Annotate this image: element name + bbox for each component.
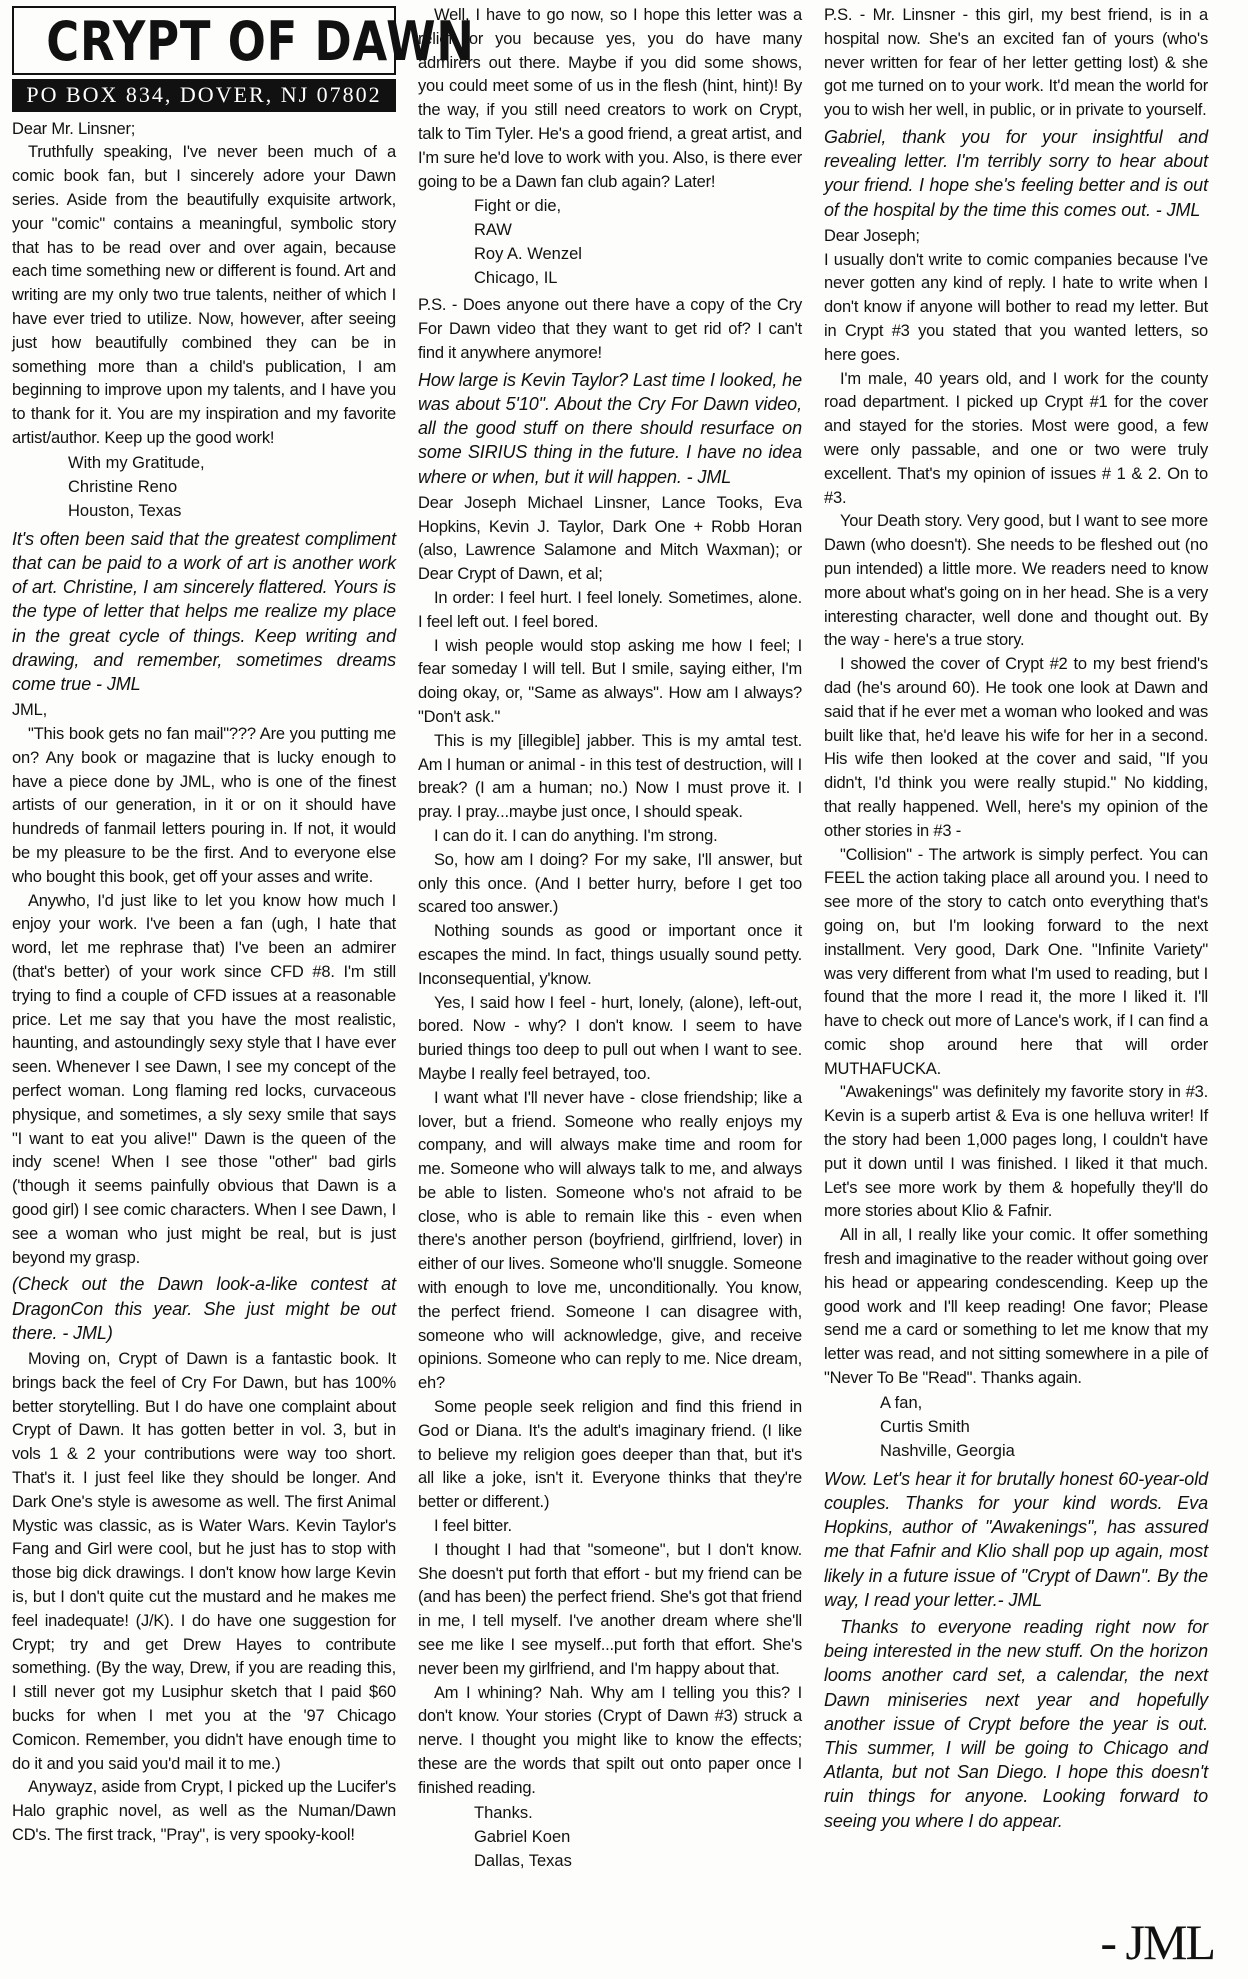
letter-paragraph: Well, I have to go now, so I hope this letter was a relief for you because yes, you do have many admirers out there. Maybe if you did some shows, you could meet some of us in the flesh (hint, hint)! By the way, if you still need creators to work on Crypt, talk to Tim Tyler. He's a good friend, a great artist, and I'm sure he'd love to work with you. Also, is there ever going to be a Dawn fan club again? Later! <box>418 6 802 191</box>
signature-line: Houston, Texas <box>68 501 182 520</box>
editor-signoff: - JML <box>1100 1914 1214 1970</box>
letter-signature <box>880 1391 1208 1463</box>
letter-paragraph: Your Death story. Very good, but I want to see more Dawn (who doesn't). She needs to be fleshed out (no pun intended) a little more. We readers need to know more about what's going on in her head. She is a very interesting character, well done and thought out. By the way - here's a true story. <box>824 512 1208 650</box>
letter-paragraph: Nothing sounds as good or important once it escapes the mind. In fact, things usually sound petty. Inconsequential, y'know. <box>418 922 802 988</box>
letter-paragraph: Anywho, I'd just like to let you know how much I enjoy your work. I've been a fan (ugh, I hate that word, let me rephrase that) I've been an admirer (that's better) of your work since CFD #8. I'm still trying to find a couple of CFD issues at a reasonable price. Let me say that you have the most realistic, haunting, and astoundingly sexy style that I have ever seen. Whenever I see Dawn, I see my concept of the perfect woman. Long flaming red locks, curvaceous physique, and sometimes, a sly sexy smile that says "I want to eat you alive!" Dawn is the queen of the indy scene! When I see those "other" bad girls ('though it seems painfully obvious that Dawn is a good girl) I see comic characters. When I see Dawn, I see a woman who just might be real, but is just beyond my grasp. <box>12 891 396 1267</box>
letter-signature <box>474 194 802 290</box>
letter-greeting: Dear Mr. Linsner; <box>12 119 136 138</box>
letter-signature <box>68 451 396 523</box>
letter-paragraph: I'm male, 40 years old, and I work for the county road department. I picked up Crypt #1 for the cover and stayed for the stories. Most were good, a few were only passable, and one or two were truly excellent. That's my opinion of issues # 1 & 2. On to #3. <box>824 369 1208 507</box>
letter-paragraph: Yes, I said how I feel - hurt, lonely, (alone), left-out, bored. Now - why? I don't know. I seem to have buried things too deep to pull out when I want to see. Maybe I really feel betrayed, too. <box>418 993 802 1083</box>
letter-paragraph: "This book gets no fan mail"??? Are you putting me on? Any book or magazine that is lucky enough to have a piece done by JML, who is one of the finest artists of our generation, in it or on it should have hundreds of fanmail letters pouring in. If not, it would be my pleasure to be the first. And to everyone else who bought this book, get off your asses and write. <box>12 725 396 886</box>
letter-paragraph: I usually don't write to comic companies because I've never gotten any kind of reply. I hate to write when I don't know if anyone will bother to read my letter. But in Crypt #3 you stated that you wanted letters, so here goes. <box>824 250 1208 364</box>
letter-paragraph: All in all, I really like your comic. It offer something fresh and imaginative to the reader without going over his head or appearing condescending. Keep up the good work and I'll keep reading! One favor; Please send me a card or something to let me know that my letter was read, and not sitting somewhere in a pile of "Never To Be "Read". Thanks again. <box>824 1226 1208 1388</box>
letter-greeting: JML, <box>12 701 47 720</box>
letter-paragraph: This is my [illegible] jabber. This is my amtal test. Am I human or animal - in this test of destruction, will I break? (I am a human; no.) Now I must prove it. I pray. I pray...maybe just once, I should speak. <box>418 731 802 822</box>
editor-reply: How large is Kevin Taylor? Last time I looked, he was about 5'10". About the Cry For Dawn video, all the good stuff on there should resurface on some SIRIUS thing in the future. I have no idea where or when, but it will happen. - JML <box>418 369 802 487</box>
column-3 <box>824 4 1208 1979</box>
editor-reply: Wow. Let's hear it for brutally honest 60-year-old couples. Thanks for your kind words. Eva Hopkins, author of "Awakenings", has assured me that Fafnir and Klio shall pop up again, most likely in a future issue of "Crypt of Dawn". By the way, I read your letter.- JML <box>824 1468 1208 1610</box>
signature-line: RAW <box>474 221 512 240</box>
letter-paragraph: So, how am I doing? For my sake, I'll answer, but only this once. (And I better hurry, before I get too scared too answer.) <box>418 850 802 917</box>
letter-paragraph: I thought I had that "someone", but I don't know. She doesn't put forth that effort - but my friend can be (and has been) the perfect friend. She's got that friend in me, I tell myself. I've another dream where she'll see me like I see myself...put forth that effort. She's never been my girlfriend, and I'm happy about that. <box>418 1540 802 1678</box>
signature-line: A fan, <box>880 1393 923 1412</box>
signature-line: Dallas, Texas <box>474 1851 572 1870</box>
masthead <box>12 6 475 75</box>
letter-paragraph: I feel bitter. <box>434 1517 512 1536</box>
letter-greeting: Dear Joseph Michael Linsner, Lance Tooks, Eva Hopkins, Kevin J. Taylor, Dark One + Robb Horan (also, Lawrence Salamone and Mitch Waxman); or Dear Crypt of Dawn, et al; <box>418 493 802 584</box>
editor-reply: Gabriel, thank you for your insightful and revealing letter. I'm terribly sorry to hear about your friend. I hope she's feeling better and is out of the hospital by the time this comes out. - JML <box>824 126 1208 220</box>
letter-paragraph: Anywayz, aside from Crypt, I picked up the Lucifer's Halo graphic novel, as well as the Numan/Dawn CD's. The first track, "Pray", is very spooky-kool! <box>12 1778 396 1844</box>
masthead-address: PO BOX 834, DOVER, NJ 07802 <box>12 79 396 112</box>
letter-paragraph: I can do it. I can do anything. I'm strong. <box>434 826 718 845</box>
signature-line: Curtis Smith <box>880 1417 970 1436</box>
letter-paragraph: Moving on, Crypt of Dawn is a fantastic book. It brings back the feel of Cry For Dawn, but has 100% better storytelling. But I do have one complaint about Crypt of Dawn. It has gotten better in vol. 3, but in vols 1 & 2 your contributions were way too short. That's it. I just feel like they should be longer. And Dark One's style is awesome as well. The first Animal Mystic was classic, as is Water Wars. Kevin Taylor's Fang and Girl were cool, but he just has to stop with those big dick drawings. I don't know how large Kevin is, but I don't quite cut the mustard and he makes me feel inadequate! (J/K). I do have one suggestion for Crypt; try and get Drew Hayes to contribute something. (By the way, Drew, if you are reading this, I still never got my Lusiphur sketch that I paid $60 bucks for when I met you at the '97 Chicago Comicon. Remember, you didn't have enough time to do it and you said you'd mail it to me.) <box>12 1350 396 1773</box>
editor-reply: It's often been said that the greatest compliment that can be paid to a work of art is another work of art. Christine, I am sincerely flattered. Yours is the type of letter that helps me realize my place in the great cycle of things. Keep writing and drawing, and remember, sometimes dreams come true - JML <box>12 528 396 695</box>
letter-greeting: Dear Joseph; <box>824 226 920 245</box>
signature-line: Gabriel Koen <box>474 1827 571 1846</box>
editor-closing-note: Thanks to everyone reading right now for being interested in the new stuff. On the horizon looms another card set, a calendar, the next Dawn miniseries next year and hopefully another issue of Crypt before the year is out. This summer, I will be going to Chicago and Atlanta, but not San Diego. I hope this doesn't ruin things for anyone. Looking forward to seeing you where I do appear. <box>824 1617 1208 1831</box>
letter-paragraph: I showed the cover of Crypt #2 to my best friend's dad (he's around 60). He took one look at Dawn and said that if he ever met a woman who looked and was built like that, he'd leave his wife for her in a second. His wife then looked at the cover and said, "If you didn't, I'd think you were really stupid." No kidding, that really happened. Well, here's my opinion of the other stories in #3 - <box>824 655 1208 840</box>
signature-line: Fight or die, <box>474 197 562 216</box>
letter-postscript: P.S. - Does anyone out there have a copy of the Cry For Dawn video that they want to get rid of? I can't find it anywhere anymore! <box>418 296 802 362</box>
signature-line: Roy A. Wenzel <box>474 245 582 264</box>
letter-paragraph: Some people seek religion and find this friend in God or Diana. It's the adult's imaginary friend. (I like to believe my religion goes deeper than that, but it's all like a joke, isn't it. Everyone thinks that they're better or different.) <box>418 1398 802 1512</box>
masthead-title: CRYPT OF DAWN <box>46 10 475 73</box>
letter-postscript: P.S. - Mr. Linsner - this girl, my best friend, is in a hospital now. She's an excited fan of yours (who's never written for fear of her letter getting lost) & she got me turned on to your work. It'd mean the world for you to wish her well, in public, or in private to yourself. <box>824 6 1208 120</box>
signature-line: With my Gratitude, <box>68 453 205 472</box>
letter-paragraph: "Awakenings" was definitely my favorite story in #3. Kevin is a superb artist & Eva is one helluva writer! If the story had been 1,000 pages long, I couldn't have put it down until I was finished. I liked it that much. Let's see more work by them & hopefully they'll do more stories about Klio & Fafnir. <box>824 1083 1208 1221</box>
signature-line: Chicago, IL <box>474 269 558 288</box>
column-2 <box>418 4 802 1979</box>
letter-paragraph: I want what I'll never have - close friendship; like a lover, but a friend. Someone who really enjoys my company, and will always make time and room for me. Someone who will always talk to me, and always be able to listen. Someone who's not afraid to be close, who is able to remain like this - even when there's another person (boyfriend, girlfriend, lover) in either of our lives. Someone who'll snuggle. Someone with enough to love me, unconditionally. You know, the perfect friend. Someone I can disagree with, someone who will acknowledge, give, and receive opinions. Someone who can reply to me. Nice dream, eh? <box>418 1088 802 1393</box>
columns <box>12 4 1236 1979</box>
letter-paragraph: "Collision" - The artwork is simply perfect. You can FEEL the action taking place all around you. I need to see more of the story to catch onto everything that's going on, but I'm looking forward to the next installment. Very good, Dark One. "Infinite Variety" was very different from what I'm used to reading, but I found that the more I read it, the more I liked it. I'll have to check out more of Lance's work, if I can find a comic shop around here that will order MUTHAFUCKA. <box>824 845 1208 1078</box>
signature-line: Christine Reno <box>68 477 178 496</box>
signature-line: Thanks. <box>474 1803 533 1822</box>
signature-line: Nashville, Georgia <box>880 1441 1015 1460</box>
editor-reply: (Check out the Dawn look-a-like contest at DragonCon this year. She just might be out there. - JML) <box>12 1274 396 1343</box>
letter-paragraph: I wish people would stop asking me how I feel; I fear someday I will tell. But I smile, saying either, I'm doing okay, or, "Same as always". How am I always? "Don't ask." <box>418 636 802 726</box>
letter-paragraph: Truthfully speaking, I've never been much of a comic book fan, but I sincerely adore your Dawn series. Aside from the beautifully exquisite artwork, your "comic" contains a meaningful, symbolic story that has to be read over and over again, because each time something new or different is found. Art and writing are my only two true talents, neither of which I have ever tried to utilize. Now, however, after seeing just how beautifully combined they can be in something more than a child's publication, I am beginning to improve upon my talents, and I have you to thank for it. You are my inspiration and my favorite artist/author. Keep up the good work! <box>12 143 396 448</box>
letter-signature <box>474 1801 802 1873</box>
letter-paragraph: In order: I feel hurt. I feel lonely. Sometimes, alone. I feel left out. I feel bored. <box>418 588 802 631</box>
letter-paragraph: Am I whining? Nah. Why am I telling you this? I don't know. Your stories (Crypt of Dawn #3) struck a nerve. I thought you might like to know the effects; these are the words that spilt out onto paper once I finished reading. <box>418 1683 802 1797</box>
